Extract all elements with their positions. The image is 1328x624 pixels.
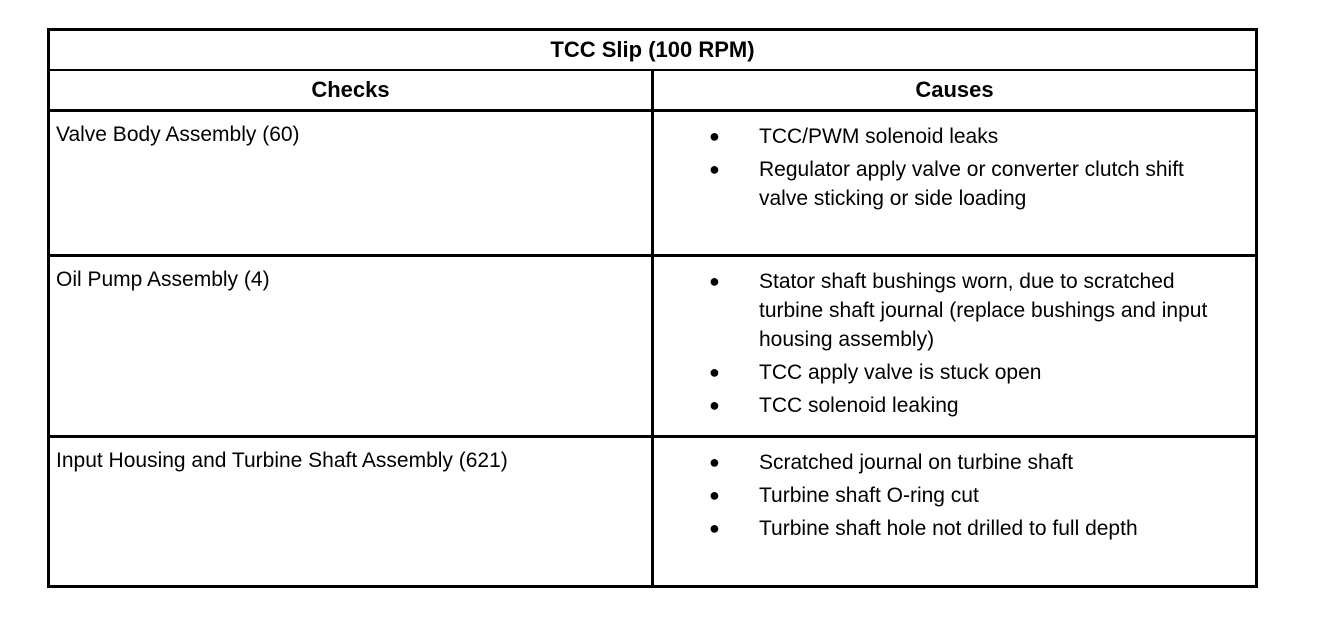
cause-text: TCC apply valve is stuck open: [759, 361, 1042, 384]
check-label: Oil Pump Assembly (4): [56, 268, 270, 291]
bullet-icon: ●: [709, 452, 720, 472]
check-label: Input Housing and Turbine Shaft Assembly (621): [56, 449, 508, 472]
cause-text: Stator shaft bushings worn, due to scratched turbine shaft journal (replace bushings and input housing assembly): [759, 270, 1208, 351]
checks-column-header: Checks: [50, 70, 653, 111]
list-item: [654, 481, 1235, 510]
cause-text: Scratched journal on turbine shaft: [759, 451, 1074, 474]
causes-column-header: Causes: [653, 70, 1256, 111]
cause-text: TCC/PWM solenoid leaks: [759, 125, 999, 148]
cause-text: Turbine shaft O-ring cut: [759, 484, 979, 507]
cause-text: Turbine shaft hole not drilled to full depth: [759, 517, 1138, 540]
list-item: [654, 267, 1235, 354]
check-cell: [50, 437, 653, 586]
table-row: [50, 256, 1255, 437]
diagnostic-table: [50, 31, 1255, 585]
causes-cell: [653, 437, 1256, 586]
list-item: [654, 391, 1235, 420]
causes-cell: [653, 256, 1256, 437]
bullet-icon: ●: [709, 518, 720, 538]
cause-text: TCC solenoid leaking: [759, 394, 959, 417]
bullet-icon: ●: [709, 485, 720, 505]
causes-list: [654, 257, 1255, 420]
list-item: [654, 122, 1235, 151]
causes-cell: [653, 111, 1256, 256]
check-cell: [50, 111, 653, 256]
causes-list: [654, 112, 1255, 213]
table-row: [50, 437, 1255, 586]
bullet-icon: ●: [709, 362, 720, 382]
bullet-icon: ●: [709, 126, 720, 146]
bullet-icon: ●: [709, 159, 720, 179]
causes-list: [654, 438, 1255, 543]
cause-text: Regulator apply valve or converter clutch shift valve sticking or side loading: [759, 158, 1184, 210]
check-label: Valve Body Assembly (60): [56, 123, 300, 146]
table-row: [50, 111, 1255, 256]
list-item: [654, 358, 1235, 387]
table-title: TCC Slip (100 RPM): [50, 31, 1255, 70]
list-item: [654, 448, 1235, 477]
list-item: [654, 514, 1235, 543]
list-item: [654, 155, 1235, 213]
diagnostic-table-frame: [47, 28, 1258, 588]
bullet-icon: ●: [709, 395, 720, 415]
check-cell: [50, 256, 653, 437]
bullet-icon: ●: [709, 271, 720, 291]
